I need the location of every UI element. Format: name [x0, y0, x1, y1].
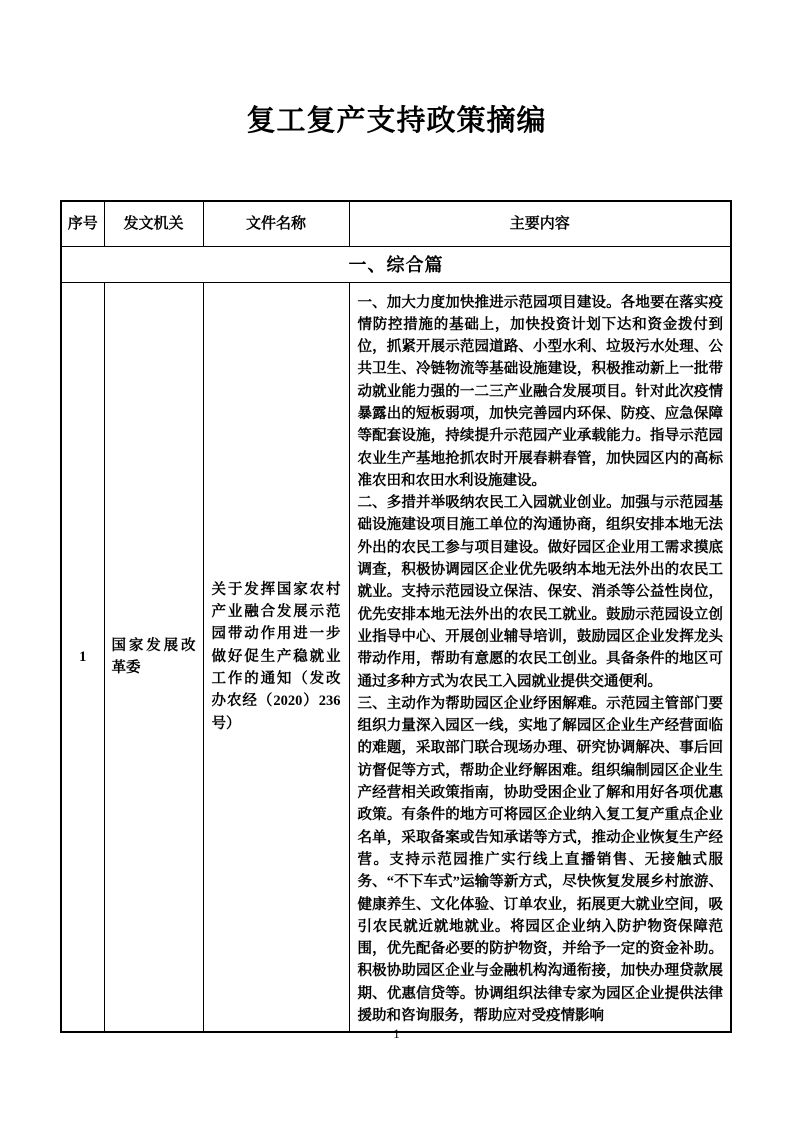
- main-content-cell: [349, 282, 731, 1032]
- document-name-cell: 关于发挥国家农村产业融合发展示范园带动作用进一步做好促生产稳就业工作的通知（发改办农经（2020）236号）: [203, 282, 349, 1032]
- policy-table: [60, 200, 732, 1033]
- content-paragraph: 三、主动作为帮助园区企业纾困解难。示范园主管部门要组织力量深入园区一线，实地了解园区企业生产经营面临的难题，采取部门联合现场办理、研究协调解决、事后回访督促等方式，帮助企业纾解困难。组织编制园区企业生产经营相关政策指南，协助受困企业了解和用好各项优惠政策。有条件的地方可将园区企业纳入复工复产重点企业名单，采取备案或告知承诺等方式，推动企业恢复生产经营。支持示范园推广实行线上直播销售、无接触式服务、“不下车式”运输等新方式，尽快恢复发展乡村旅游、健康养生、文化体验、订单农业，拓展更大就业空间，吸引农民就近就地就业。将园区企业纳入防护物资保障范围，优先配备必要的防护物资，并给予一定的资金补助。积极协助园区企业与金融机构沟通衔接，加快办理贷款展期、优惠信贷等。协调组织法律专家为园区企业提供法律援助和咨询服务，帮助应对受疫情影响: [357, 695, 723, 1024]
- page-title: 复工复产支持政策摘编: [246, 105, 547, 137]
- issuing-agency-cell: 国家发展改革委: [104, 282, 203, 1032]
- content-paragraph: 二、多措并举吸纳农民工入园就业创业。加强与示范园基础设施建设项目施工单位的沟通协商，组织安排本地无法外出的农民工参与项目建设。做好园区企业用工需求摸底调查，积极协调园区企业优先吸纳本地无法外出的农民工就业。支持示范园设立保洁、保安、消杀等公益性岗位，优先安排本地无法外出的农民工就业。鼓励示范园设立创业指导中心、开展创业辅导培训，鼓励园区企业发挥龙头带动作用，帮助有意愿的农民工创业。具备条件的地区可通过多种方式为农民工入园就业提供交通便利。: [357, 495, 723, 690]
- column-header-issuing-agency: 发文机关: [104, 201, 203, 246]
- column-header-document-name: 文件名称: [203, 201, 349, 246]
- table-row: [61, 282, 731, 1032]
- serial-number-cell: 1: [61, 282, 104, 1032]
- table-header-row: [61, 201, 731, 246]
- content-paragraph: 一、加大力度加快推进示范园项目建设。各地要在落实疫情防控措施的基础上，加快投资计划下达和资金拨付到位，抓紧开展示范园道路、小型水利、垃圾污水处理、公共卫生、冷链物流等基础设施建设，积极推动新上一批带动就业能力强的一二三产业融合发展项目。针对此次疫情暴露出的短板弱项，加快完善园内环保、防疫、应急保障等配套设施，持续提升示范园产业承载能力。指导示范园农业生产基地抢抓农时开展春耕春管，加快园区内的高标准农田和农田水利设施建设。: [357, 294, 723, 489]
- page-number: 1: [393, 1026, 400, 1041]
- column-header-serial-number: 序号: [61, 201, 104, 246]
- section-title: 一、综合篇: [61, 246, 731, 282]
- section-row: [61, 246, 731, 282]
- column-header-main-content: 主要内容: [349, 201, 731, 246]
